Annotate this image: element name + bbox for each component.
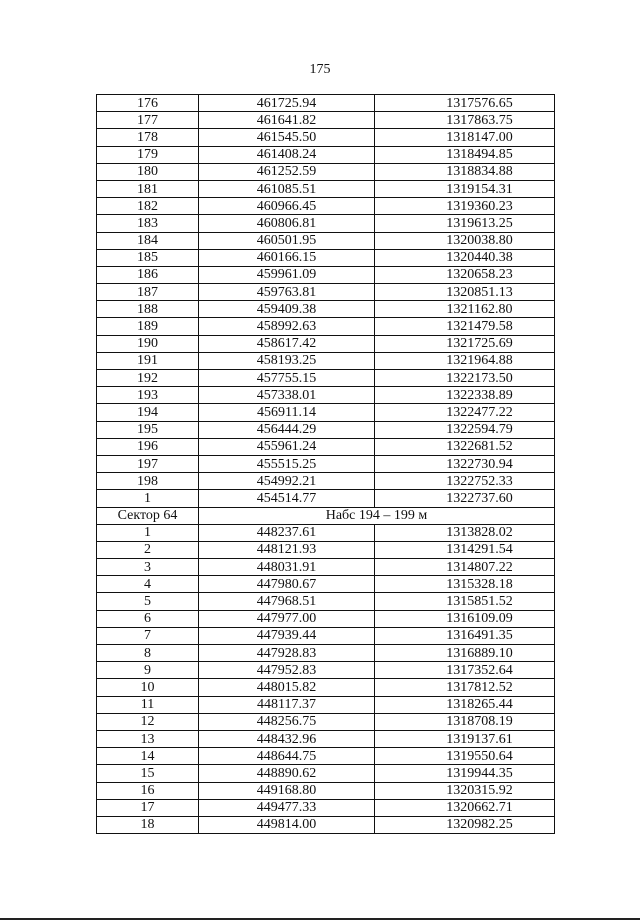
table-row [97,765,555,782]
y-coordinate-cell: 1322730.94 [375,455,555,472]
x-coordinate-cell: 457338.01 [199,387,375,404]
x-coordinate-cell: 461252.59 [199,163,375,180]
y-coordinate-cell: 1317863.75 [375,112,555,129]
table-row [97,438,555,455]
table-row [97,730,555,747]
y-coordinate-cell: 1320658.23 [375,266,555,283]
table-row [97,593,555,610]
y-coordinate-cell: 1320851.13 [375,284,555,301]
table-row [97,404,555,421]
x-coordinate-cell: 448117.37 [199,696,375,713]
y-coordinate-cell: 1316491.35 [375,627,555,644]
table-row [97,232,555,249]
x-coordinate-cell: 460166.15 [199,249,375,266]
y-coordinate-cell: 1319360.23 [375,198,555,215]
x-coordinate-cell: 447952.83 [199,662,375,679]
point-number-cell: 187 [97,284,199,301]
y-coordinate-cell: 1321479.58 [375,318,555,335]
point-number-cell: 197 [97,455,199,472]
table-row [97,370,555,387]
y-coordinate-cell: 1319613.25 [375,215,555,232]
x-coordinate-cell: 449814.00 [199,816,375,833]
table-row [97,215,555,232]
x-coordinate-cell: 448015.82 [199,679,375,696]
x-coordinate-cell: 448890.62 [199,765,375,782]
y-coordinate-cell: 1314291.54 [375,541,555,558]
y-coordinate-cell: 1320440.38 [375,249,555,266]
page-number: 175 [309,62,331,77]
table-row [97,662,555,679]
y-coordinate-cell: 1322594.79 [375,421,555,438]
y-coordinate-cell: 1315328.18 [375,576,555,593]
x-coordinate-cell: 447968.51 [199,593,375,610]
y-coordinate-cell: 1322752.33 [375,473,555,490]
y-coordinate-cell: 1321964.88 [375,352,555,369]
point-number-cell: 178 [97,129,199,146]
point-number-cell: 183 [97,215,199,232]
table-row [97,198,555,215]
table-row [97,95,555,112]
x-coordinate-cell: 454514.77 [199,490,375,507]
table-row [97,266,555,283]
point-number-cell: 176 [97,95,199,112]
x-coordinate-cell: 458992.63 [199,318,375,335]
y-coordinate-cell: 1318265.44 [375,696,555,713]
coordinates-table-body-b [97,524,555,833]
x-coordinate-cell: 461641.82 [199,112,375,129]
table-row [97,816,555,833]
y-coordinate-cell: 1322737.60 [375,490,555,507]
y-coordinate-cell: 1321162.80 [375,301,555,318]
point-number-cell: 189 [97,318,199,335]
table-row [97,799,555,816]
x-coordinate-cell: 455961.24 [199,438,375,455]
point-number-cell: 191 [97,352,199,369]
x-coordinate-cell: 448644.75 [199,748,375,765]
x-coordinate-cell: 448256.75 [199,713,375,730]
y-coordinate-cell: 1320982.25 [375,816,555,833]
y-coordinate-cell: 1319154.31 [375,180,555,197]
table-row [97,318,555,335]
sector-note: Набс 194 – 199 м [199,507,555,524]
sector-header [97,507,555,524]
table-row [97,249,555,266]
sector-label: Сектор 64 [97,507,199,524]
y-coordinate-cell: 1315851.52 [375,593,555,610]
point-number-cell: 15 [97,765,199,782]
x-coordinate-cell: 447980.67 [199,576,375,593]
x-coordinate-cell: 457755.15 [199,370,375,387]
table-row [97,696,555,713]
table-row [97,645,555,662]
table-row [97,146,555,163]
table-row [97,541,555,558]
y-coordinate-cell: 1318708.19 [375,713,555,730]
x-coordinate-cell: 456444.29 [199,421,375,438]
point-number-cell: 2 [97,541,199,558]
point-number-cell: 12 [97,713,199,730]
x-coordinate-cell: 461085.51 [199,180,375,197]
y-coordinate-cell: 1314807.22 [375,559,555,576]
point-number-cell: 180 [97,163,199,180]
coordinates-table [96,94,555,834]
x-coordinate-cell: 455515.25 [199,455,375,472]
x-coordinate-cell: 448031.91 [199,559,375,576]
y-coordinate-cell: 1316109.09 [375,610,555,627]
x-coordinate-cell: 448121.93 [199,541,375,558]
x-coordinate-cell: 461725.94 [199,95,375,112]
x-coordinate-cell: 460501.95 [199,232,375,249]
y-coordinate-cell: 1321725.69 [375,335,555,352]
y-coordinate-cell: 1317352.64 [375,662,555,679]
point-number-cell: 182 [97,198,199,215]
point-number-cell: 4 [97,576,199,593]
x-coordinate-cell: 459409.38 [199,301,375,318]
table-row [97,301,555,318]
y-coordinate-cell: 1318834.88 [375,163,555,180]
point-number-cell: 198 [97,473,199,490]
x-coordinate-cell: 447928.83 [199,645,375,662]
point-number-cell: 177 [97,112,199,129]
x-coordinate-cell: 459763.81 [199,284,375,301]
y-coordinate-cell: 1318494.85 [375,146,555,163]
x-coordinate-cell: 447939.44 [199,627,375,644]
point-number-cell: 5 [97,593,199,610]
point-number-cell: 186 [97,266,199,283]
point-number-cell: 8 [97,645,199,662]
x-coordinate-cell: 458617.42 [199,335,375,352]
point-number-cell: 17 [97,799,199,816]
y-coordinate-cell: 1319550.64 [375,748,555,765]
table-row [97,387,555,404]
y-coordinate-cell: 1319137.61 [375,730,555,747]
table-row [97,180,555,197]
x-coordinate-cell: 459961.09 [199,266,375,283]
point-number-cell: 185 [97,249,199,266]
y-coordinate-cell: 1317576.65 [375,95,555,112]
point-number-cell: 179 [97,146,199,163]
table-row [97,473,555,490]
point-number-cell: 184 [97,232,199,249]
point-number-cell: 9 [97,662,199,679]
point-number-cell: 3 [97,559,199,576]
sector-row [97,507,555,524]
point-number-cell: 1 [97,524,199,541]
y-coordinate-cell: 1319944.35 [375,765,555,782]
x-coordinate-cell: 448432.96 [199,730,375,747]
point-number-cell: 1 [97,490,199,507]
y-coordinate-cell: 1322338.89 [375,387,555,404]
y-coordinate-cell: 1318147.00 [375,129,555,146]
x-coordinate-cell: 461408.24 [199,146,375,163]
y-coordinate-cell: 1316889.10 [375,645,555,662]
y-coordinate-cell: 1320315.92 [375,782,555,799]
table-row [97,713,555,730]
y-coordinate-cell: 1322477.22 [375,404,555,421]
y-coordinate-cell: 1320038.80 [375,232,555,249]
x-coordinate-cell: 461545.50 [199,129,375,146]
table-row [97,421,555,438]
x-coordinate-cell: 460966.45 [199,198,375,215]
table-row [97,679,555,696]
table-row [97,335,555,352]
point-number-cell: 196 [97,438,199,455]
point-number-cell: 13 [97,730,199,747]
point-number-cell: 190 [97,335,199,352]
point-number-cell: 16 [97,782,199,799]
table-row [97,610,555,627]
table-row [97,627,555,644]
y-coordinate-cell: 1322681.52 [375,438,555,455]
x-coordinate-cell: 456911.14 [199,404,375,421]
x-coordinate-cell: 449477.33 [199,799,375,816]
table-row [97,352,555,369]
point-number-cell: 7 [97,627,199,644]
point-number-cell: 192 [97,370,199,387]
table-row [97,129,555,146]
point-number-cell: 188 [97,301,199,318]
table-row [97,559,555,576]
point-number-cell: 194 [97,404,199,421]
point-number-cell: 6 [97,610,199,627]
table-row [97,163,555,180]
table-row [97,576,555,593]
x-coordinate-cell: 454992.21 [199,473,375,490]
point-number-cell: 14 [97,748,199,765]
table-row [97,524,555,541]
point-number-cell: 18 [97,816,199,833]
point-number-cell: 10 [97,679,199,696]
table-row [97,490,555,507]
point-number-cell: 11 [97,696,199,713]
coordinates-table-body-a [97,95,555,508]
table-row [97,748,555,765]
point-number-cell: 195 [97,421,199,438]
x-coordinate-cell: 460806.81 [199,215,375,232]
y-coordinate-cell: 1320662.71 [375,799,555,816]
table-row [97,112,555,129]
y-coordinate-cell: 1313828.02 [375,524,555,541]
x-coordinate-cell: 449168.80 [199,782,375,799]
point-number-cell: 181 [97,180,199,197]
x-coordinate-cell: 448237.61 [199,524,375,541]
x-coordinate-cell: 458193.25 [199,352,375,369]
point-number-cell: 193 [97,387,199,404]
table-row [97,455,555,472]
y-coordinate-cell: 1317812.52 [375,679,555,696]
y-coordinate-cell: 1322173.50 [375,370,555,387]
x-coordinate-cell: 447977.00 [199,610,375,627]
table-row [97,782,555,799]
table-row [97,284,555,301]
